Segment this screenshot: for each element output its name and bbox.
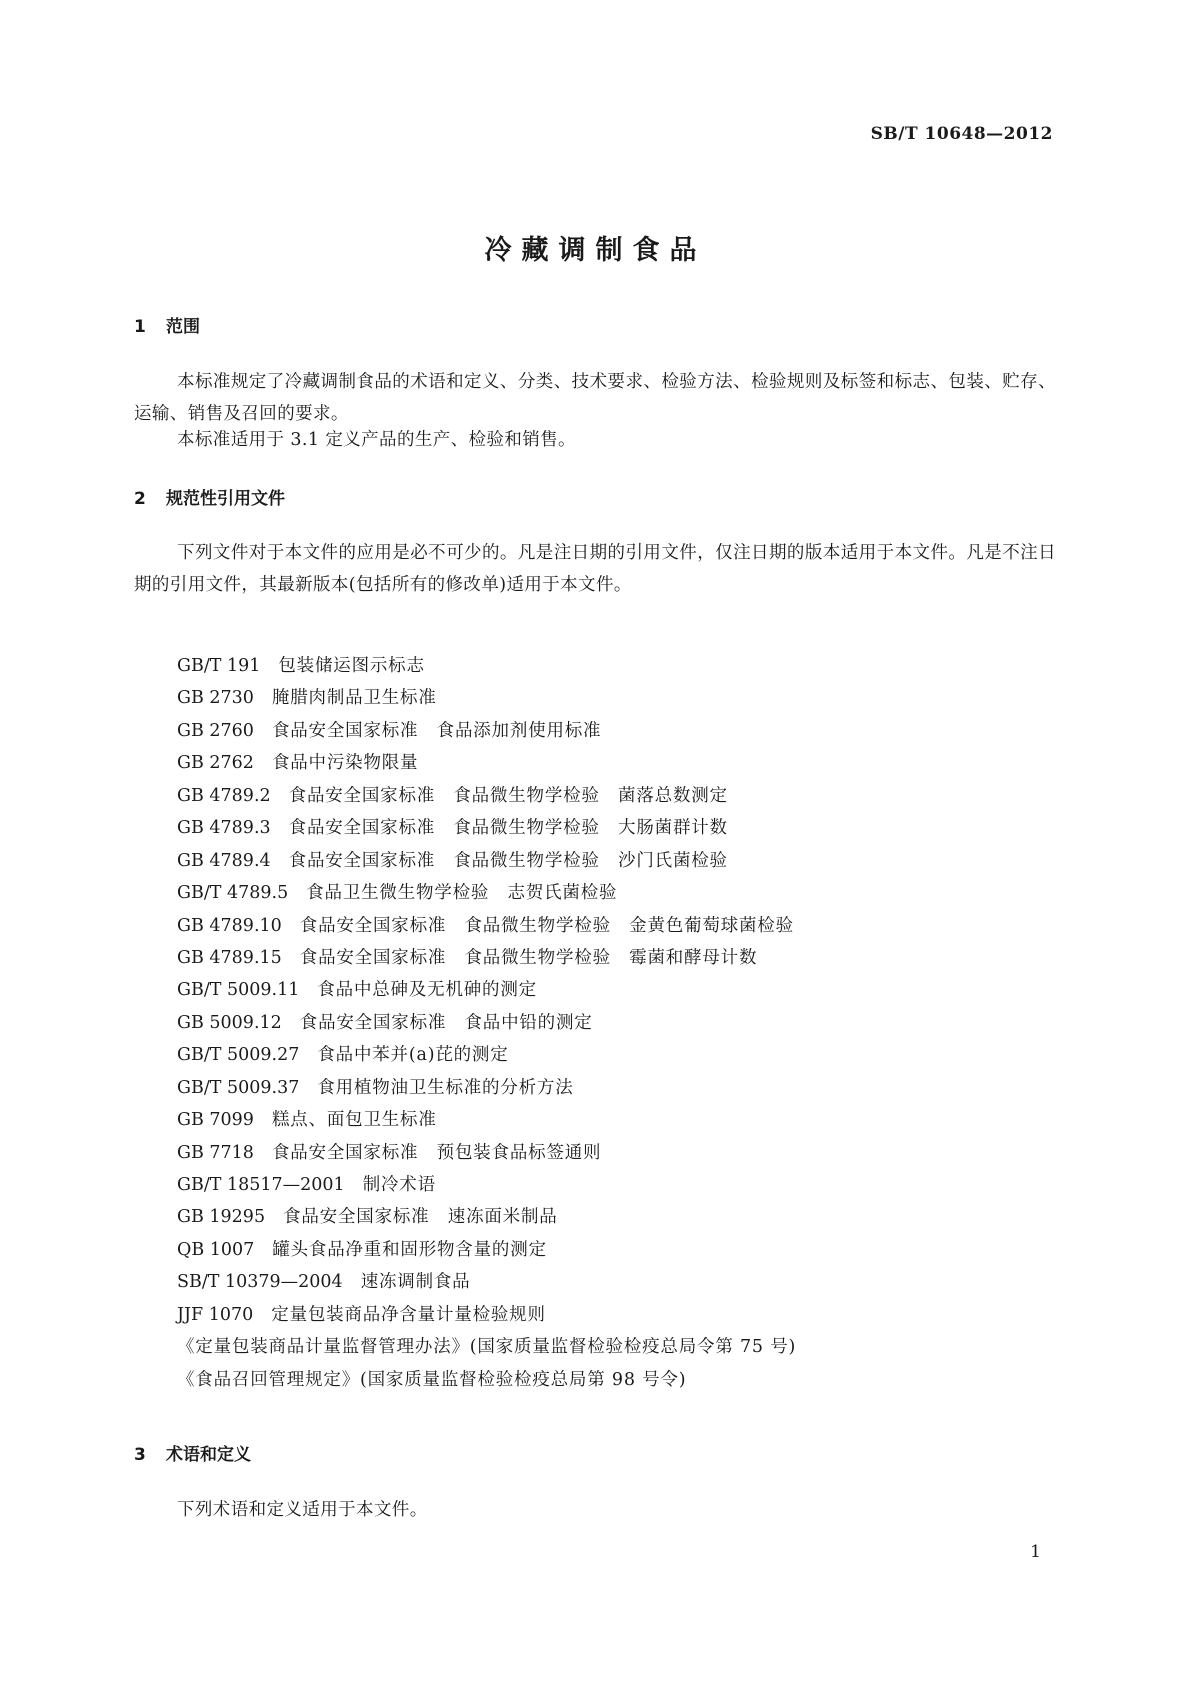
reference-item: [177, 1201, 796, 1233]
reference-item: [177, 1234, 796, 1266]
reference-code: QB 1007: [177, 1239, 255, 1260]
section-2-heading: [134, 484, 285, 509]
reference-code: GB/T 5009.11: [177, 980, 300, 1001]
reference-code: GB/T 5009.27: [177, 1045, 300, 1066]
reference-item: [177, 780, 796, 812]
reference-code: GB/T 191: [177, 656, 261, 676]
reference-item: [177, 682, 796, 714]
reference-code: GB 2760: [177, 720, 254, 741]
document-title: 冷藏调制食品: [484, 235, 707, 266]
reference-code: GB/T 18517—2001: [177, 1175, 345, 1195]
reference-item: [177, 1072, 796, 1104]
reference-code: GB 7099: [177, 1110, 254, 1131]
reference-code: GB 4789.3: [177, 818, 271, 839]
reference-code: GB 4789.10: [177, 915, 282, 936]
reference-title: 食品安全国家标准 食品微生物学检验 霉菌和酵母计数: [299, 947, 758, 968]
reference-title: 食品安全国家标准 食品微生物学检验 沙门氏菌检验: [288, 850, 728, 871]
reference-item: [177, 1169, 796, 1201]
reference-code: GB 19295: [177, 1207, 266, 1228]
reference-item: [177, 942, 796, 974]
reference-title: 《食品召回管理规定》(国家质量监督检验检疫总局第 98 号令): [177, 1369, 687, 1390]
reference-code: GB/T 4789.5: [177, 883, 289, 904]
reference-title: 食品卫生微生物学检验 志贺氏菌检验: [306, 883, 618, 904]
reference-item: [177, 1104, 796, 1136]
section-title: 术语和定义: [166, 1445, 251, 1465]
reference-title: 食品安全国家标准 食品微生物学检验 大肠菌群计数: [288, 818, 728, 839]
section-3-paragraph-1: 下列术语和定义适用于本文件。: [177, 1500, 428, 1520]
section-number: 1: [134, 317, 146, 337]
reference-code: GB 2762: [177, 753, 254, 774]
section-number: 3: [134, 1445, 146, 1465]
normative-reference-list: [177, 650, 796, 1396]
reference-title: 食品中苯并(a)芘的测定: [317, 1045, 509, 1066]
reference-item: [177, 1137, 796, 1169]
reference-title: 食品中总砷及无机砷的测定: [317, 980, 537, 1001]
section-number: 2: [134, 489, 146, 509]
reference-code: JJF 1070: [177, 1304, 254, 1325]
reference-item: [177, 1331, 796, 1363]
reference-item: [177, 845, 796, 877]
reference-title: 《定量包装商品计量监督管理办法》(国家质量监督检验检疫总局令第 75 号): [177, 1337, 797, 1358]
reference-item: [177, 650, 796, 682]
section-title: 规范性引用文件: [166, 489, 285, 509]
page-number: 1: [1030, 1542, 1041, 1562]
reference-title: 糕点、面包卫生标准: [271, 1110, 437, 1131]
section-title: 范围: [166, 317, 200, 337]
reference-title: 腌腊肉制品卫生标准: [271, 688, 437, 709]
reference-item: [177, 974, 796, 1006]
reference-title: 制冷术语: [362, 1175, 436, 1195]
reference-code: GB/T 5009.37: [177, 1077, 300, 1098]
reference-code: GB 4789.15: [177, 947, 282, 968]
reference-item: [177, 1266, 796, 1298]
section-1-paragraph-2: 本标准适用于 3.1 定义产品的生产、检验和销售。: [177, 430, 576, 450]
section-3-heading: [134, 1440, 251, 1465]
reference-item: [177, 1007, 796, 1039]
reference-code: GB 5009.12: [177, 1012, 282, 1033]
reference-item: [177, 715, 796, 747]
reference-item: [177, 812, 796, 844]
reference-title: 速冻调制食品: [360, 1272, 471, 1293]
standard-code: SB/T 10648—2012: [870, 124, 1053, 144]
section-1-heading: [134, 312, 200, 337]
reference-title: 食品中污染物限量: [271, 753, 419, 774]
reference-title: 罐头食品净重和固形物含量的测定: [272, 1239, 547, 1260]
reference-title: 食品安全国家标准 食品微生物学检验 金黄色葡萄球菌检验: [299, 915, 794, 936]
reference-title: 食品安全国家标准 食品添加剂使用标准: [271, 720, 602, 741]
reference-title: 食品安全国家标准 食品微生物学检验 菌落总数测定: [288, 785, 728, 806]
reference-item: [177, 747, 796, 779]
reference-title: 定量包装商品净含量计量检验规则: [271, 1304, 546, 1325]
reference-code: GB 4789.4: [177, 850, 271, 871]
reference-title: 食品安全国家标准 速冻面米制品: [283, 1207, 558, 1228]
reference-title: 包装储运图示标志: [278, 656, 425, 676]
reference-title: 食用植物油卫生标准的分析方法: [317, 1077, 574, 1098]
reference-title: 食品安全国家标准 食品中铅的测定: [299, 1012, 593, 1033]
reference-code: GB 4789.2: [177, 785, 271, 806]
reference-code: GB 2730: [177, 688, 254, 709]
section-2-paragraph-1: 下列文件对于本文件的应用是必不可少的。凡是注日期的引用文件，仅注日期的版本适用于本文件。凡是不注日期的引用文件，其最新版本(包括所有的修改单)适用于本文件。: [134, 543, 1056, 595]
section-1-paragraph-1: 本标准规定了冷藏调制食品的术语和定义、分类、技术要求、检验方法、检验规则及标签和标志、包装、贮存、运输、销售及召回的要求。: [134, 372, 1056, 424]
reference-item: [177, 910, 796, 942]
reference-item: [177, 1364, 796, 1396]
reference-item: [177, 1299, 796, 1331]
reference-item: [177, 1039, 796, 1071]
reference-title: 食品安全国家标准 预包装食品标签通则: [271, 1142, 602, 1163]
reference-item: [177, 877, 796, 909]
reference-code: SB/T 10379—2004: [177, 1272, 343, 1293]
reference-code: GB 7718: [177, 1142, 254, 1163]
